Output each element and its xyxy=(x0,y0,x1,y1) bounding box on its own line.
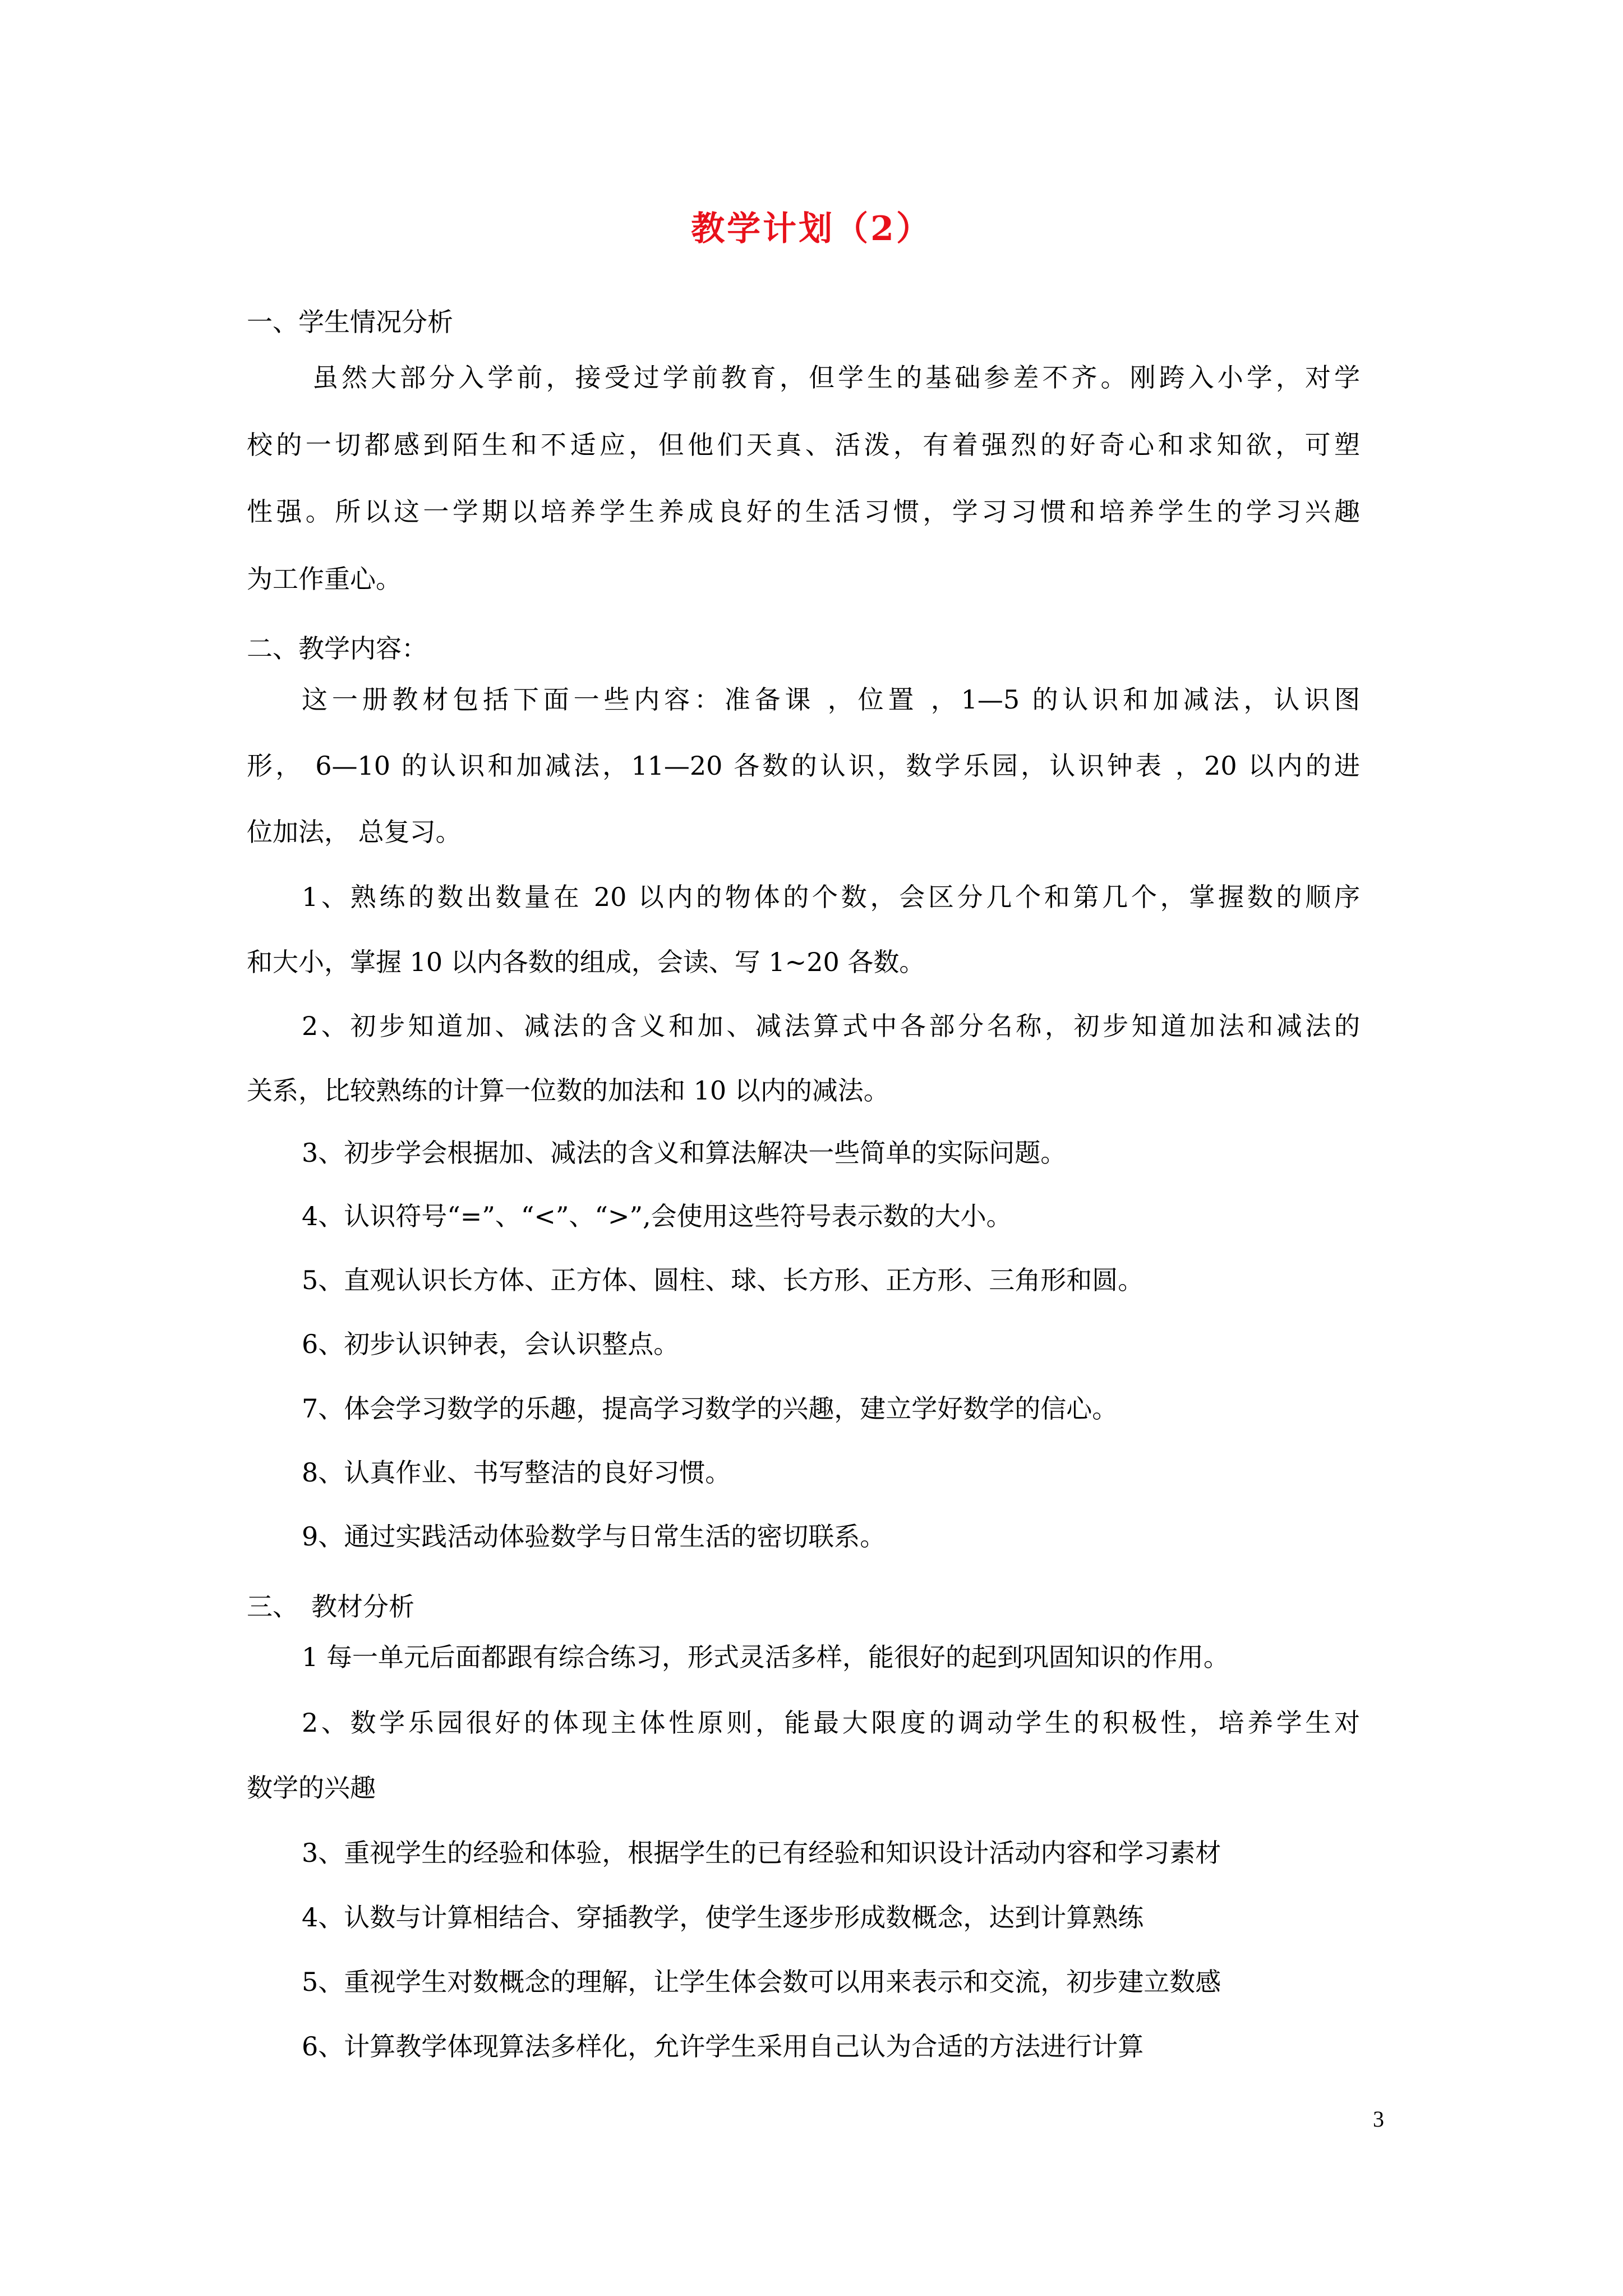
list-item: 3、重视学生的经验和体验，根据学生的已有经验和知识设计活动内容和学习素材 xyxy=(302,1838,1221,1868)
paragraph-line: 形， 6—10 的认识和加减法，11—20 各数的认识，数学乐园，认识钟表 ，20 以内的进 xyxy=(247,751,1360,781)
list-item: 4、认识符号“=”、“<”、“>”,会使用这些符号表示数的大小。 xyxy=(302,1201,1012,1231)
page-number: 3 xyxy=(1373,2106,1384,2132)
list-item: 6、计算教学体现算法多样化，允许学生采用自己认为合适的方法进行计算 xyxy=(302,2031,1144,2062)
list-item: 5、直观认识长方体、正方体、圆柱、球、长方形、正方形、三角形和圆。 xyxy=(302,1265,1144,1295)
list-item-continuation: 数学的兴趣 xyxy=(247,1773,376,1803)
section-heading-teaching-content: 二、教学内容： xyxy=(247,633,427,664)
list-item-continuation: 和大小，掌握 10 以内各数的组成，会读、写 1~20 各数。 xyxy=(247,947,925,977)
list-item: 1 每一单元后面都跟有综合练习，形式灵活多样，能很好的起到巩固知识的作用。 xyxy=(302,1642,1229,1672)
document-title: 教学计划（2） xyxy=(691,209,932,249)
list-item: 5、重视学生对数概念的理解，让学生体会数可以用来表示和交流，初步建立数感 xyxy=(302,1967,1221,1997)
paragraph-line: 校的一切都感到陌生和不适应，但他们天真、活泼，有着强烈的好奇心和求知欲，可塑 xyxy=(247,430,1360,460)
list-item: 2、初步知道加、减法的含义和加、减法算式中各部分名称，初步知道加法和减法的 xyxy=(302,1011,1360,1041)
list-item: 7、体会学习数学的乐趣，提高学习数学的兴趣，建立学好数学的信心。 xyxy=(302,1393,1118,1424)
paragraph-line: 性强。所以这一学期以培养学生养成良好的生活习惯，学习习惯和培养学生的学习兴趣 xyxy=(247,496,1360,527)
list-item: 4、认数与计算相结合、穿插教学，使学生逐步形成数概念，达到计算熟练 xyxy=(302,1902,1144,1932)
paragraph-line: 位加法， 总复习。 xyxy=(247,817,462,847)
paragraph-line: 这一册教材包括下面一些内容：准备课 ，位置 ，1—5 的认识和加减法，认识图 xyxy=(302,684,1360,715)
list-item: 6、初步认识钟表，会认识整点。 xyxy=(302,1329,680,1359)
paragraph-line: 虽然大部分入学前，接受过学前教育，但学生的基础参差不齐。刚跨入小学，对学 xyxy=(312,362,1360,393)
section-heading-material-analysis: 三、 教材分析 xyxy=(247,1591,414,1622)
list-item-continuation: 关系，比较熟练的计算一位数的加法和 10 以内的减法。 xyxy=(247,1075,889,1106)
list-item: 8、认真作业、书写整洁的良好习惯。 xyxy=(302,1457,731,1488)
list-item: 9、通过实践活动体验数学与日常生活的密切联系。 xyxy=(302,1521,886,1552)
section-heading-student-analysis: 一、学生情况分析 xyxy=(247,307,453,337)
list-item: 1、熟练的数出数量在 20 以内的物体的个数，会区分几个和第几个，掌握数的顺序 xyxy=(302,882,1360,912)
list-item: 2、数学乐园很好的体现主体性原则，能最大限度的调动学生的积极性，培养学生对 xyxy=(302,1708,1360,1738)
paragraph-line: 为工作重心。 xyxy=(247,564,402,594)
list-item: 3、初步学会根据加、减法的含义和算法解决一些简单的实际问题。 xyxy=(302,1138,1067,1168)
